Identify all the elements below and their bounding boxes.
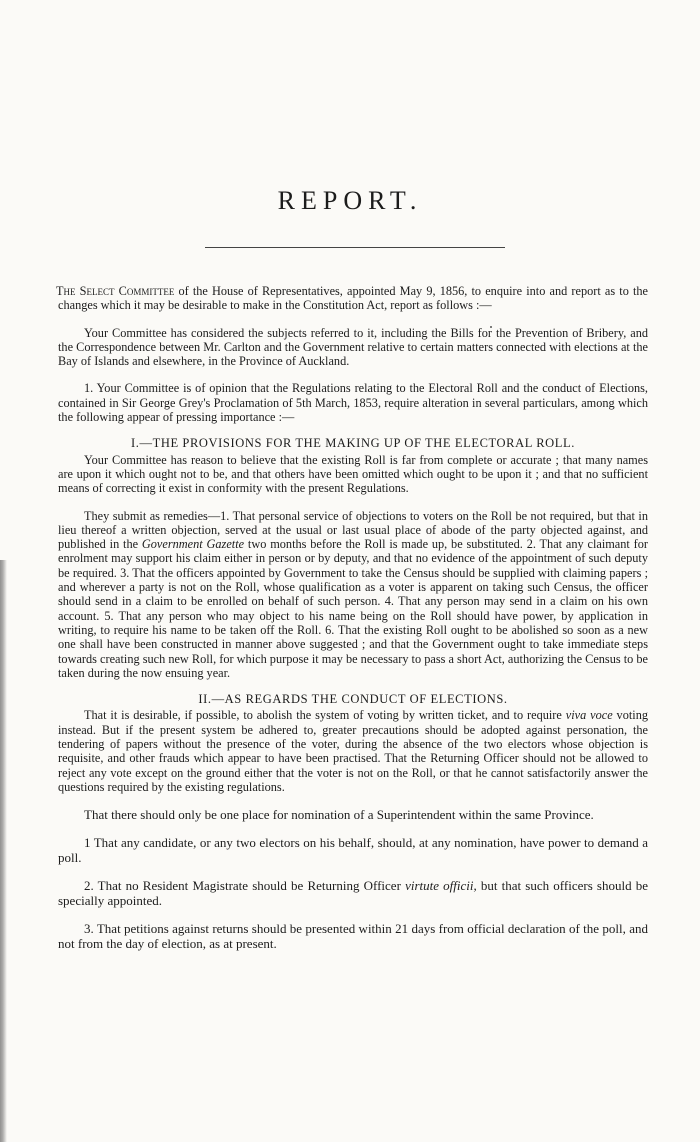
ballot-viva-voce: viva voce [565,708,613,723]
para-petitions: 3. That petitions against returns should be presented within 21 days from official declaration of the poll, and not from the day of election, as at present. [58,921,648,952]
report-title: REPORT. [277,186,423,215]
remedies-gazette: Government Gazette [141,537,245,552]
remedies-text-a: They submit as remedies—1. That personal service of objections to voters on the Roll be not required, but that in lieu thereof a written objection, served at the usual or last usual place of abode of the party objected against, and published in the [58,508,648,552]
para-considered: Your Committee has considered the subjects referred to it, including the Bills for the Prevention of Bribery, and the Correspondence between Mr. Carlton and the Government relative to certain matters connected with elections at the Bay of Islands and elsewhere, in the Province of Auckland. [58,325,648,369]
magistrate-text-b: but that such officers should be specially appointed. [58,878,649,909]
para-magistrate [58,878,648,908]
para-nomination: That there should only be one place for nomination of a Superintendent within the same Province. [84,807,594,823]
remedies-text-b: two months before the Roll is made up, be substituted. 2. That any claimant for enrolment may support his claim either in person or by deputy, and that no evidence of the appointment of such deputy be required. 3. That the officers appointed by Government to take the Census should be supplied with claiming papers ; and wherever a party is not on the Roll, whose qualification as a voter is apparent on taking such Census, the officer should send in a claim to be enrolled on behalf of such person. 4. That any person may send in a claim on his own account. 5. That any person who may object to his name being on the Roll should have power, by application in writing, to require his name to be taken off the Roll. 6. That the existing Roll ought to be abolished so soon as a new one shall have been constructed in manner above suggested ; and that the Government ought to take immediate steps towards creating such new Roll, for which purpose it may be necessary to pass a short Act, authorizing the Census to be taken during the now ensuing year. [58,537,648,680]
report-body [58,284,648,951]
ballot-text-b: voting instead. But if the present system be adhered to, greater precautions should be adopted against personation, the tendering of papers without the presence of the voter, during the absence of the two electors whose objection is requisite, and other frauds which appear to have been practised. That the Returning Officer should not be allowed to reject any vote except on the ground either that the voter is not on the Roll, or that he cannot satisfactorily answer the questions required by the existing regulations. [58,708,648,794]
para-opinion: 1. Your Committee is of opinion that the Regulations relating to the Electoral Roll and the conduct of Elections, contained in Sir George Grey's Proclamation of 5th March, 1853, require alteration in several particulars, among which the following appear of pressing importance :— [58,381,648,425]
intro-smallcaps: The Select Committee [56,284,175,298]
binding-edge-shadow [0,560,7,1142]
magistrate-text-a: 2. That no Resident Magistrate should be Returning Officer [84,878,406,894]
magistrate-virtute-officii: virtute officii, [405,878,477,894]
para-poll: 1 That any candidate, or any two electors on his behalf, should, at any nomination, have power to demand a poll. [58,835,648,866]
ballot-text-a: That it is desirable, if possible, to abolish the system of voting by written ticket, and to require [84,708,566,723]
intro-paragraph [58,284,648,313]
para-remedies [58,509,648,681]
heading-electoral-roll: I.—THE PROVISIONS FOR THE MAKING UP OF THE ELECTORAL ROLL. [131,436,575,451]
title-rule [205,247,505,248]
intro-rest: of the House of Representatives, appointed May 9, 1856, to enquire into and report as to the changes which it may be desirable to make in the Constitution Act, report as follows :— [58,284,649,313]
para-roll: Your Committee has reason to believe that the existing Roll is far from complete or accurate ; that many names are upon it which ought not to be, and that others have been omitted which ought to be upon it ; and that no sufficient means of correcting it exist in conformity with the present Regulations. [58,452,648,496]
heading-conduct-of-elections: II.—AS REGARDS THE CONDUCT OF ELECTIONS. [198,692,508,707]
para-ballot [58,708,648,794]
